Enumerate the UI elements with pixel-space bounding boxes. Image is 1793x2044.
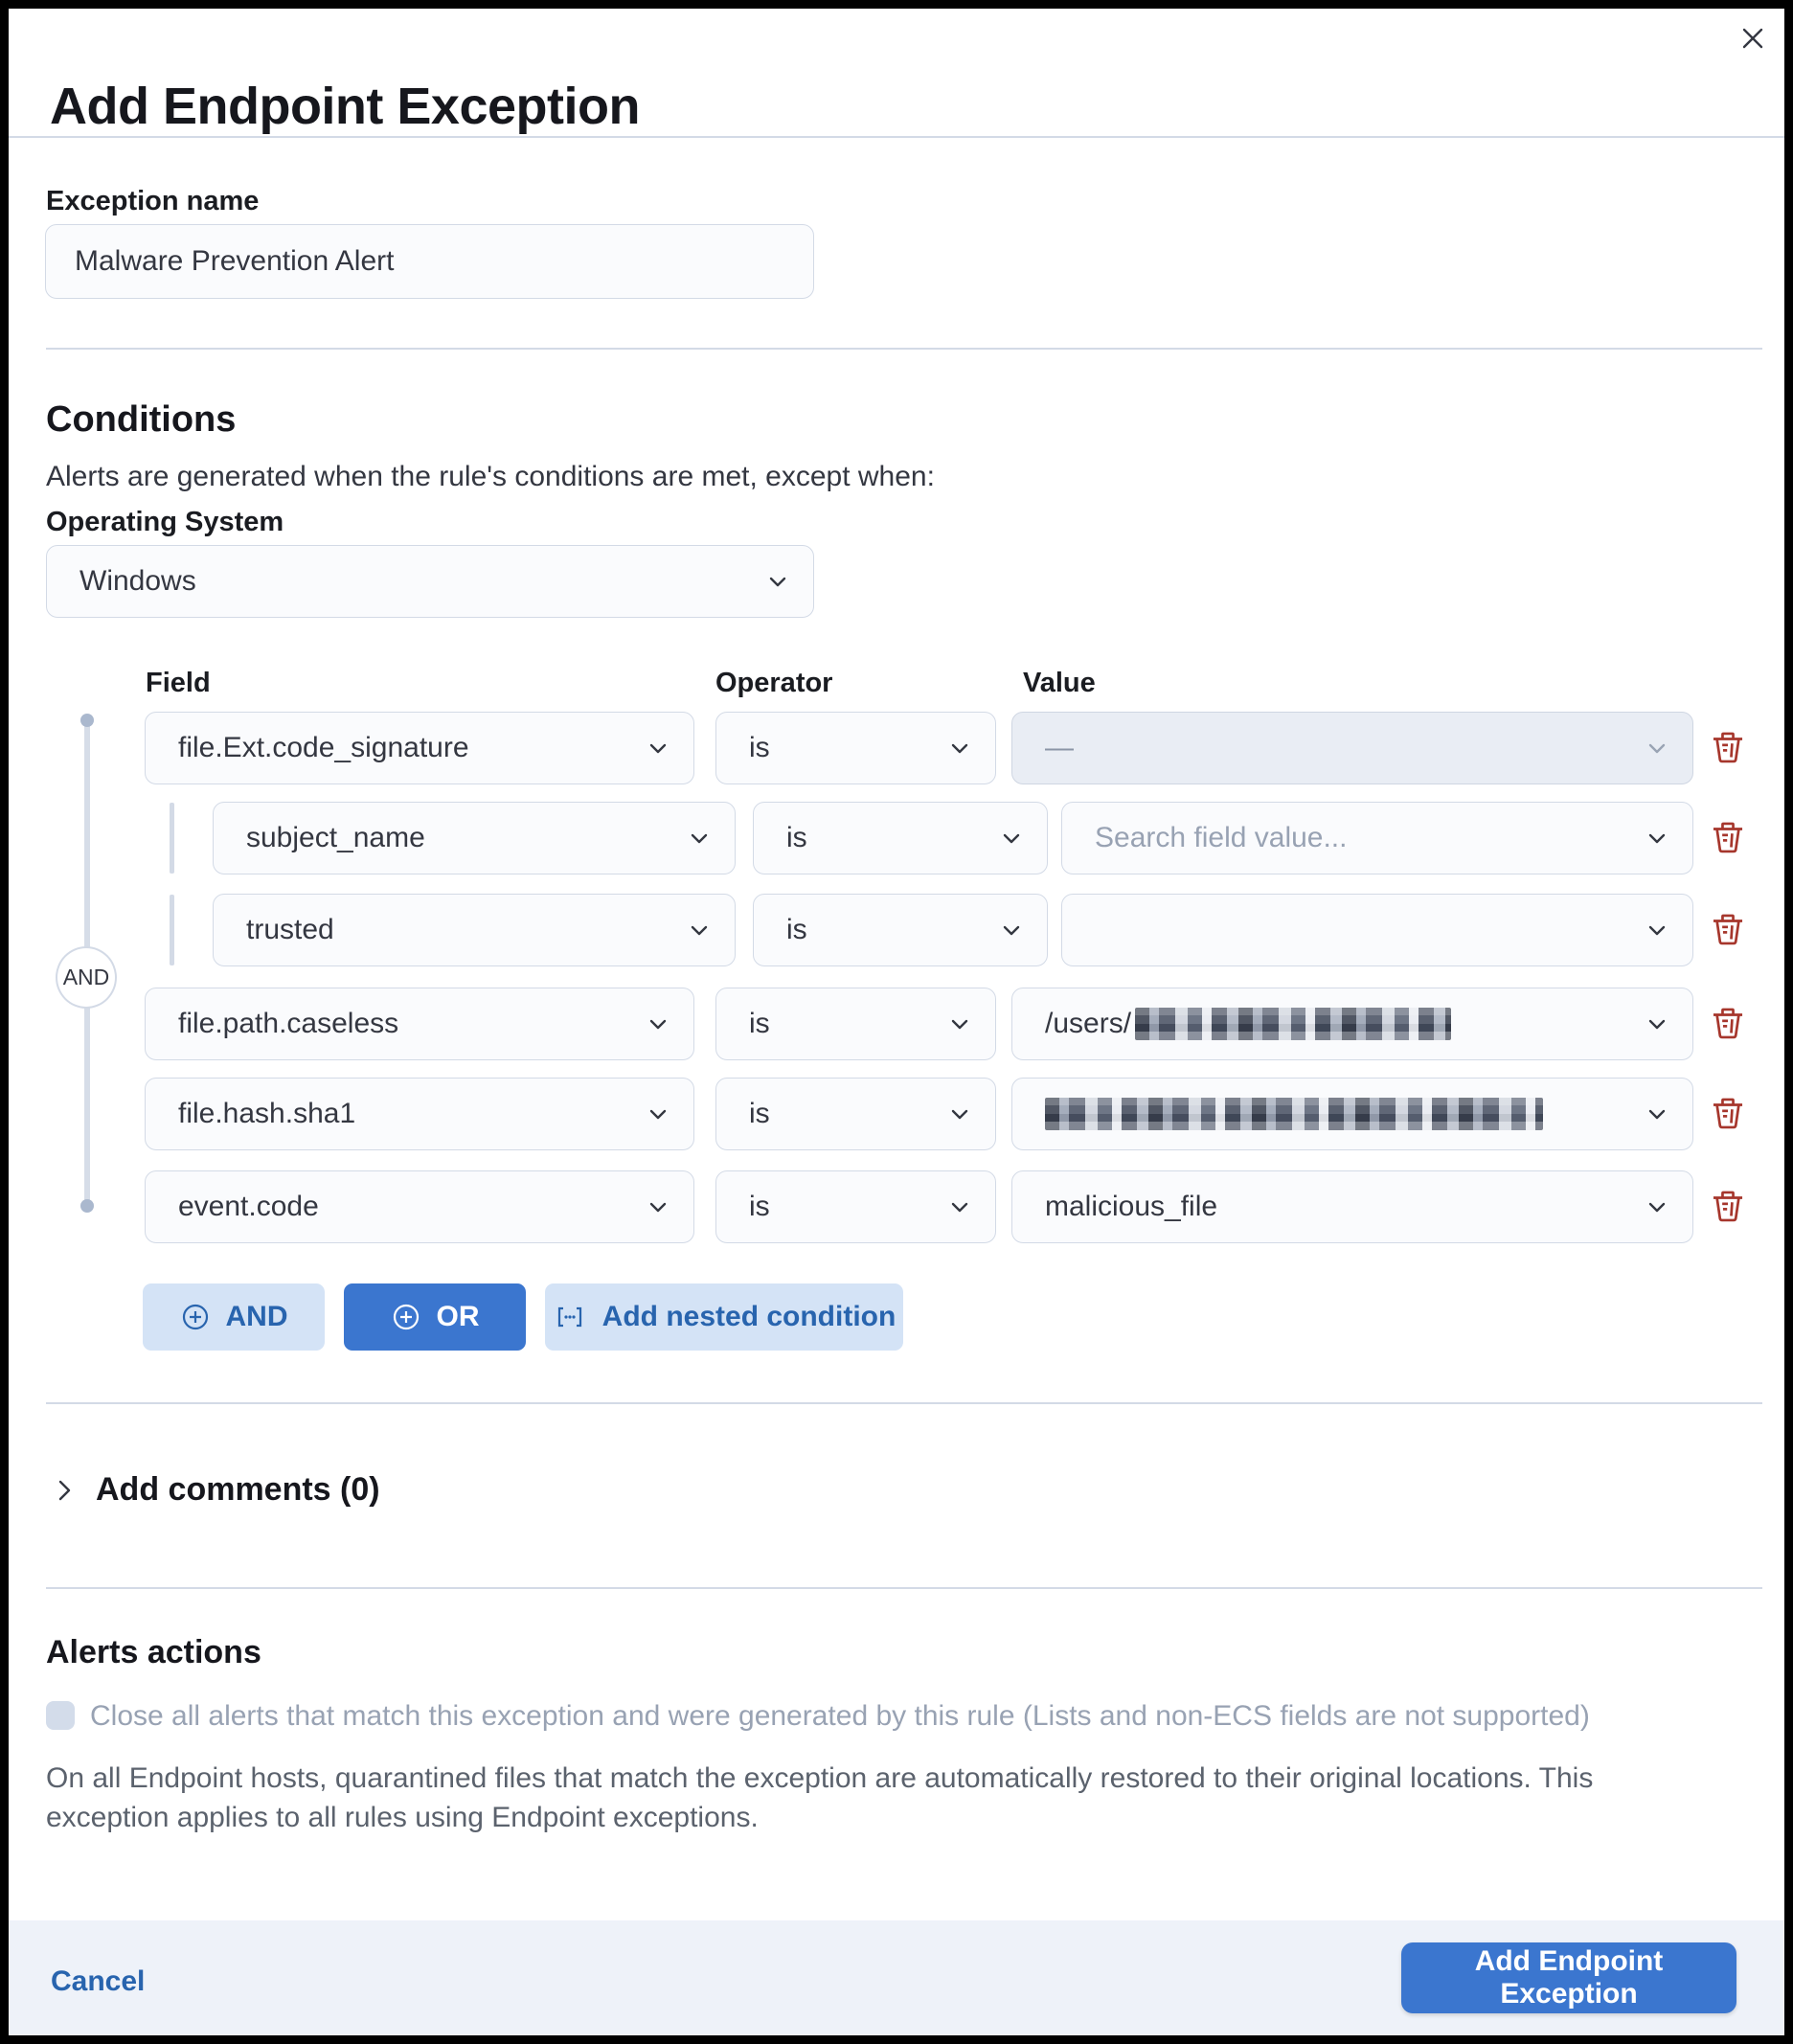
value-prefix: /users/ bbox=[1045, 1008, 1132, 1039]
field-select[interactable] bbox=[145, 1170, 694, 1243]
field-select[interactable] bbox=[213, 802, 736, 874]
operating-system-label: Operating System bbox=[46, 507, 284, 537]
trash-icon bbox=[1710, 820, 1746, 856]
connector-top-dot bbox=[80, 714, 94, 727]
exception-name-label: Exception name bbox=[46, 186, 260, 216]
nested-icon bbox=[553, 1302, 587, 1332]
close-alerts-checkbox-label: Close all alerts that match this exception and were generated by this rule (Lists and non-ECS fields are not supported) bbox=[90, 1700, 1590, 1732]
add-nested-condition-label: Add nested condition bbox=[601, 1301, 896, 1332]
and-badge: AND bbox=[56, 946, 117, 1009]
add-endpoint-exception-button[interactable]: Add Endpoint Exception bbox=[1401, 1942, 1736, 2013]
trash-icon bbox=[1710, 1189, 1746, 1225]
column-header-operator: Operator bbox=[715, 668, 833, 698]
add-and-button[interactable] bbox=[143, 1283, 325, 1351]
value-combobox[interactable] bbox=[1061, 894, 1693, 966]
chevron-down-icon bbox=[945, 734, 974, 762]
redacted-value bbox=[1135, 1008, 1451, 1040]
close-button[interactable] bbox=[1728, 13, 1778, 63]
add-and-label: AND bbox=[225, 1301, 288, 1332]
value-select-disabled bbox=[1011, 712, 1693, 784]
chevron-down-icon bbox=[1643, 1192, 1671, 1221]
field-value: subject_name bbox=[246, 822, 425, 853]
value-combobox[interactable] bbox=[1011, 1078, 1693, 1150]
conditions-description: Alerts are generated when the rule's conditions are met, except when: bbox=[46, 461, 935, 492]
column-header-value: Value bbox=[1023, 668, 1096, 698]
chevron-down-icon bbox=[644, 734, 672, 762]
chevron-down-icon bbox=[945, 1192, 974, 1221]
field-value: file.hash.sha1 bbox=[178, 1098, 356, 1129]
delete-condition-button[interactable] bbox=[1707, 909, 1749, 951]
close-alerts-checkbox[interactable] bbox=[46, 1701, 75, 1730]
header-divider bbox=[9, 136, 1784, 138]
chevron-down-icon bbox=[763, 567, 792, 596]
redacted-value bbox=[1045, 1098, 1543, 1130]
plus-circle-icon bbox=[180, 1302, 211, 1332]
delete-condition-button[interactable] bbox=[1707, 1003, 1749, 1045]
operator-select[interactable] bbox=[715, 712, 996, 784]
chevron-down-icon bbox=[1643, 1010, 1671, 1038]
delete-condition-button[interactable] bbox=[1707, 817, 1749, 859]
value-combobox[interactable] bbox=[1011, 988, 1693, 1060]
add-or-button[interactable] bbox=[344, 1283, 526, 1351]
conditions-heading: Conditions bbox=[46, 399, 237, 440]
field-value: file.path.caseless bbox=[178, 1008, 399, 1039]
nested-indent-bar bbox=[170, 803, 174, 874]
cancel-button[interactable]: Cancel bbox=[51, 1965, 146, 1997]
chevron-down-icon bbox=[1643, 824, 1671, 852]
trash-icon bbox=[1710, 1006, 1746, 1042]
operating-system-select[interactable] bbox=[46, 545, 814, 618]
operator-value: is bbox=[749, 1191, 770, 1222]
chevron-down-icon bbox=[1643, 916, 1671, 944]
section-divider bbox=[46, 348, 1762, 350]
operator-value: is bbox=[786, 822, 807, 853]
section-divider bbox=[46, 1402, 1762, 1404]
value-combobox[interactable] bbox=[1061, 802, 1693, 874]
operator-value: is bbox=[749, 1008, 770, 1039]
add-comments-toggle[interactable] bbox=[48, 1471, 380, 1509]
value-combobox[interactable] bbox=[1011, 1170, 1693, 1243]
operator-select[interactable] bbox=[753, 894, 1048, 966]
chevron-down-icon bbox=[997, 916, 1026, 944]
chevron-down-icon bbox=[644, 1100, 672, 1128]
chevron-down-icon bbox=[1643, 1100, 1671, 1128]
chevron-down-icon bbox=[945, 1010, 974, 1038]
chevron-down-icon bbox=[945, 1100, 974, 1128]
page-title: Add Endpoint Exception bbox=[50, 78, 640, 136]
connector-bottom-dot bbox=[80, 1199, 94, 1213]
trash-icon bbox=[1710, 730, 1746, 766]
operator-select[interactable] bbox=[715, 1078, 996, 1150]
operator-value: is bbox=[749, 1098, 770, 1129]
field-value: event.code bbox=[178, 1191, 319, 1222]
endpoint-exception-note: On all Endpoint hosts, quarantined files that match the exception are automatically restored to their original locations. This exception applies to all rules using Endpoint exceptions. bbox=[46, 1762, 1594, 1833]
add-nested-condition-button[interactable] bbox=[545, 1283, 903, 1351]
chevron-down-icon bbox=[685, 916, 714, 944]
field-select[interactable] bbox=[145, 988, 694, 1060]
operating-system-value: Windows bbox=[79, 565, 196, 597]
delete-condition-button[interactable] bbox=[1707, 1186, 1749, 1228]
value-text: malicious_file bbox=[1045, 1191, 1218, 1222]
close-icon bbox=[1738, 24, 1767, 53]
nested-indent-bar bbox=[170, 895, 174, 965]
column-header-field: Field bbox=[146, 668, 211, 698]
operator-value: is bbox=[786, 914, 807, 945]
section-divider bbox=[46, 1587, 1762, 1589]
chevron-down-icon bbox=[685, 824, 714, 852]
value-placeholder: Search field value... bbox=[1095, 822, 1348, 853]
operator-value: is bbox=[749, 732, 770, 763]
delete-condition-button[interactable] bbox=[1707, 727, 1749, 769]
operator-select[interactable] bbox=[715, 1170, 996, 1243]
field-select[interactable] bbox=[213, 894, 736, 966]
value-empty-dash: — bbox=[1045, 732, 1074, 763]
field-value: trusted bbox=[246, 914, 334, 945]
add-comments-label: Add comments (0) bbox=[96, 1471, 380, 1508]
field-select[interactable] bbox=[145, 712, 694, 784]
delete-condition-button[interactable] bbox=[1707, 1093, 1749, 1135]
chevron-right-icon bbox=[48, 1474, 80, 1507]
trash-icon bbox=[1710, 1096, 1746, 1132]
chevron-down-icon bbox=[997, 824, 1026, 852]
exception-name-input[interactable] bbox=[45, 224, 814, 299]
trash-icon bbox=[1710, 912, 1746, 948]
operator-select[interactable] bbox=[715, 988, 996, 1060]
operator-select[interactable] bbox=[753, 802, 1048, 874]
chevron-down-icon bbox=[1643, 734, 1671, 762]
add-or-label: OR bbox=[436, 1301, 480, 1332]
chevron-down-icon bbox=[644, 1010, 672, 1038]
field-select[interactable] bbox=[145, 1078, 694, 1150]
field-value: file.Ext.code_signature bbox=[178, 732, 469, 763]
alerts-actions-heading: Alerts actions bbox=[46, 1634, 261, 1670]
plus-circle-icon bbox=[391, 1302, 421, 1332]
chevron-down-icon bbox=[644, 1192, 672, 1221]
